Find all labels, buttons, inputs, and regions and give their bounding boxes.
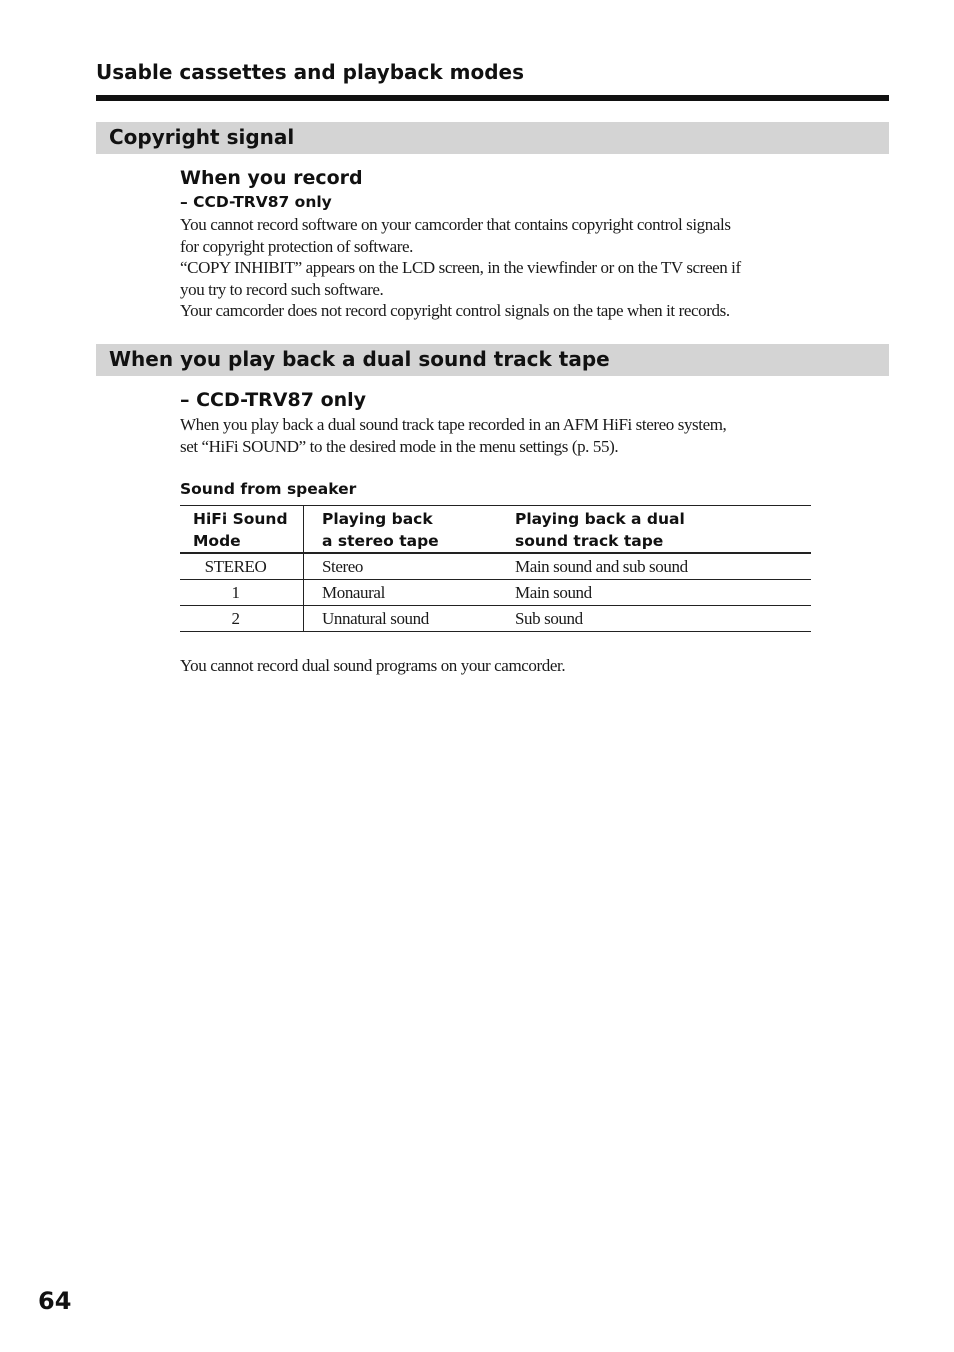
table-cell-dual: Main sound and sub sound <box>497 553 811 580</box>
table-header-row <box>180 506 811 554</box>
copyright-paragraph <box>180 214 741 322</box>
table-cell-mode: 2 <box>180 606 304 632</box>
sound-mode-table <box>180 505 811 632</box>
copyright-line: “COPY INHIBIT” appears on the LCD screen, in the viewfinder or on the TV screen if <box>180 258 741 277</box>
table-cell-stereo: Stereo <box>304 553 498 580</box>
copyright-band-title: Copyright signal <box>109 125 295 149</box>
page-number: 64 <box>38 1287 72 1315</box>
table-row <box>180 606 811 632</box>
table-caption: Sound from speaker <box>180 480 357 498</box>
dual-paragraph <box>180 414 726 457</box>
table-row <box>180 553 811 580</box>
table-cell-stereo: Monaural <box>304 580 498 606</box>
dual-line: set “HiFi SOUND” to the desired mode in the menu settings (p. 55). <box>180 436 619 456</box>
copyright-line: You cannot record software on your camcorder that contains copyright control signals <box>180 215 731 234</box>
header-line: a stereo tape <box>322 532 439 550</box>
table-cell-mode: 1 <box>180 580 304 606</box>
header-line: Playing back a dual <box>515 510 685 528</box>
dual-model-note: – CCD-TRV87 only <box>180 389 367 411</box>
dual-footnote: You cannot record dual sound programs on your camcorder. <box>180 656 566 675</box>
dual-line: When you play back a dual sound track tape recorded in an AFM HiFi stereo system, <box>180 415 727 434</box>
dual-sound-band-title: When you play back a dual sound track tape <box>109 347 610 371</box>
header-line: Mode <box>193 532 241 550</box>
header-line: Playing back <box>322 510 433 528</box>
table-row <box>180 580 811 606</box>
table-cell-mode: STEREO <box>180 553 304 580</box>
dual-sound-band <box>96 344 889 376</box>
copyright-line: you try to record such software. <box>180 279 384 299</box>
copyright-line: for copyright protection of software. <box>180 236 414 256</box>
copyright-model-note: – CCD-TRV87 only <box>180 193 332 211</box>
header-dual-track-tape <box>497 506 811 554</box>
section-title: Usable cassettes and playback modes <box>96 60 525 84</box>
table-cell-dual: Sub sound <box>497 606 811 632</box>
header-line: sound track tape <box>515 532 664 550</box>
when-you-record-heading: When you record <box>180 167 363 189</box>
header-line: HiFi Sound <box>193 510 288 528</box>
copyright-line: Your camcorder does not record copyright control signals on the tape when it records. <box>180 301 730 320</box>
header-hifi-sound-mode <box>180 506 304 554</box>
copyright-band <box>96 122 889 154</box>
header-stereo-tape <box>304 506 498 554</box>
table-cell-dual: Main sound <box>497 580 811 606</box>
title-rule <box>96 95 889 101</box>
table-cell-stereo: Unnatural sound <box>304 606 498 632</box>
